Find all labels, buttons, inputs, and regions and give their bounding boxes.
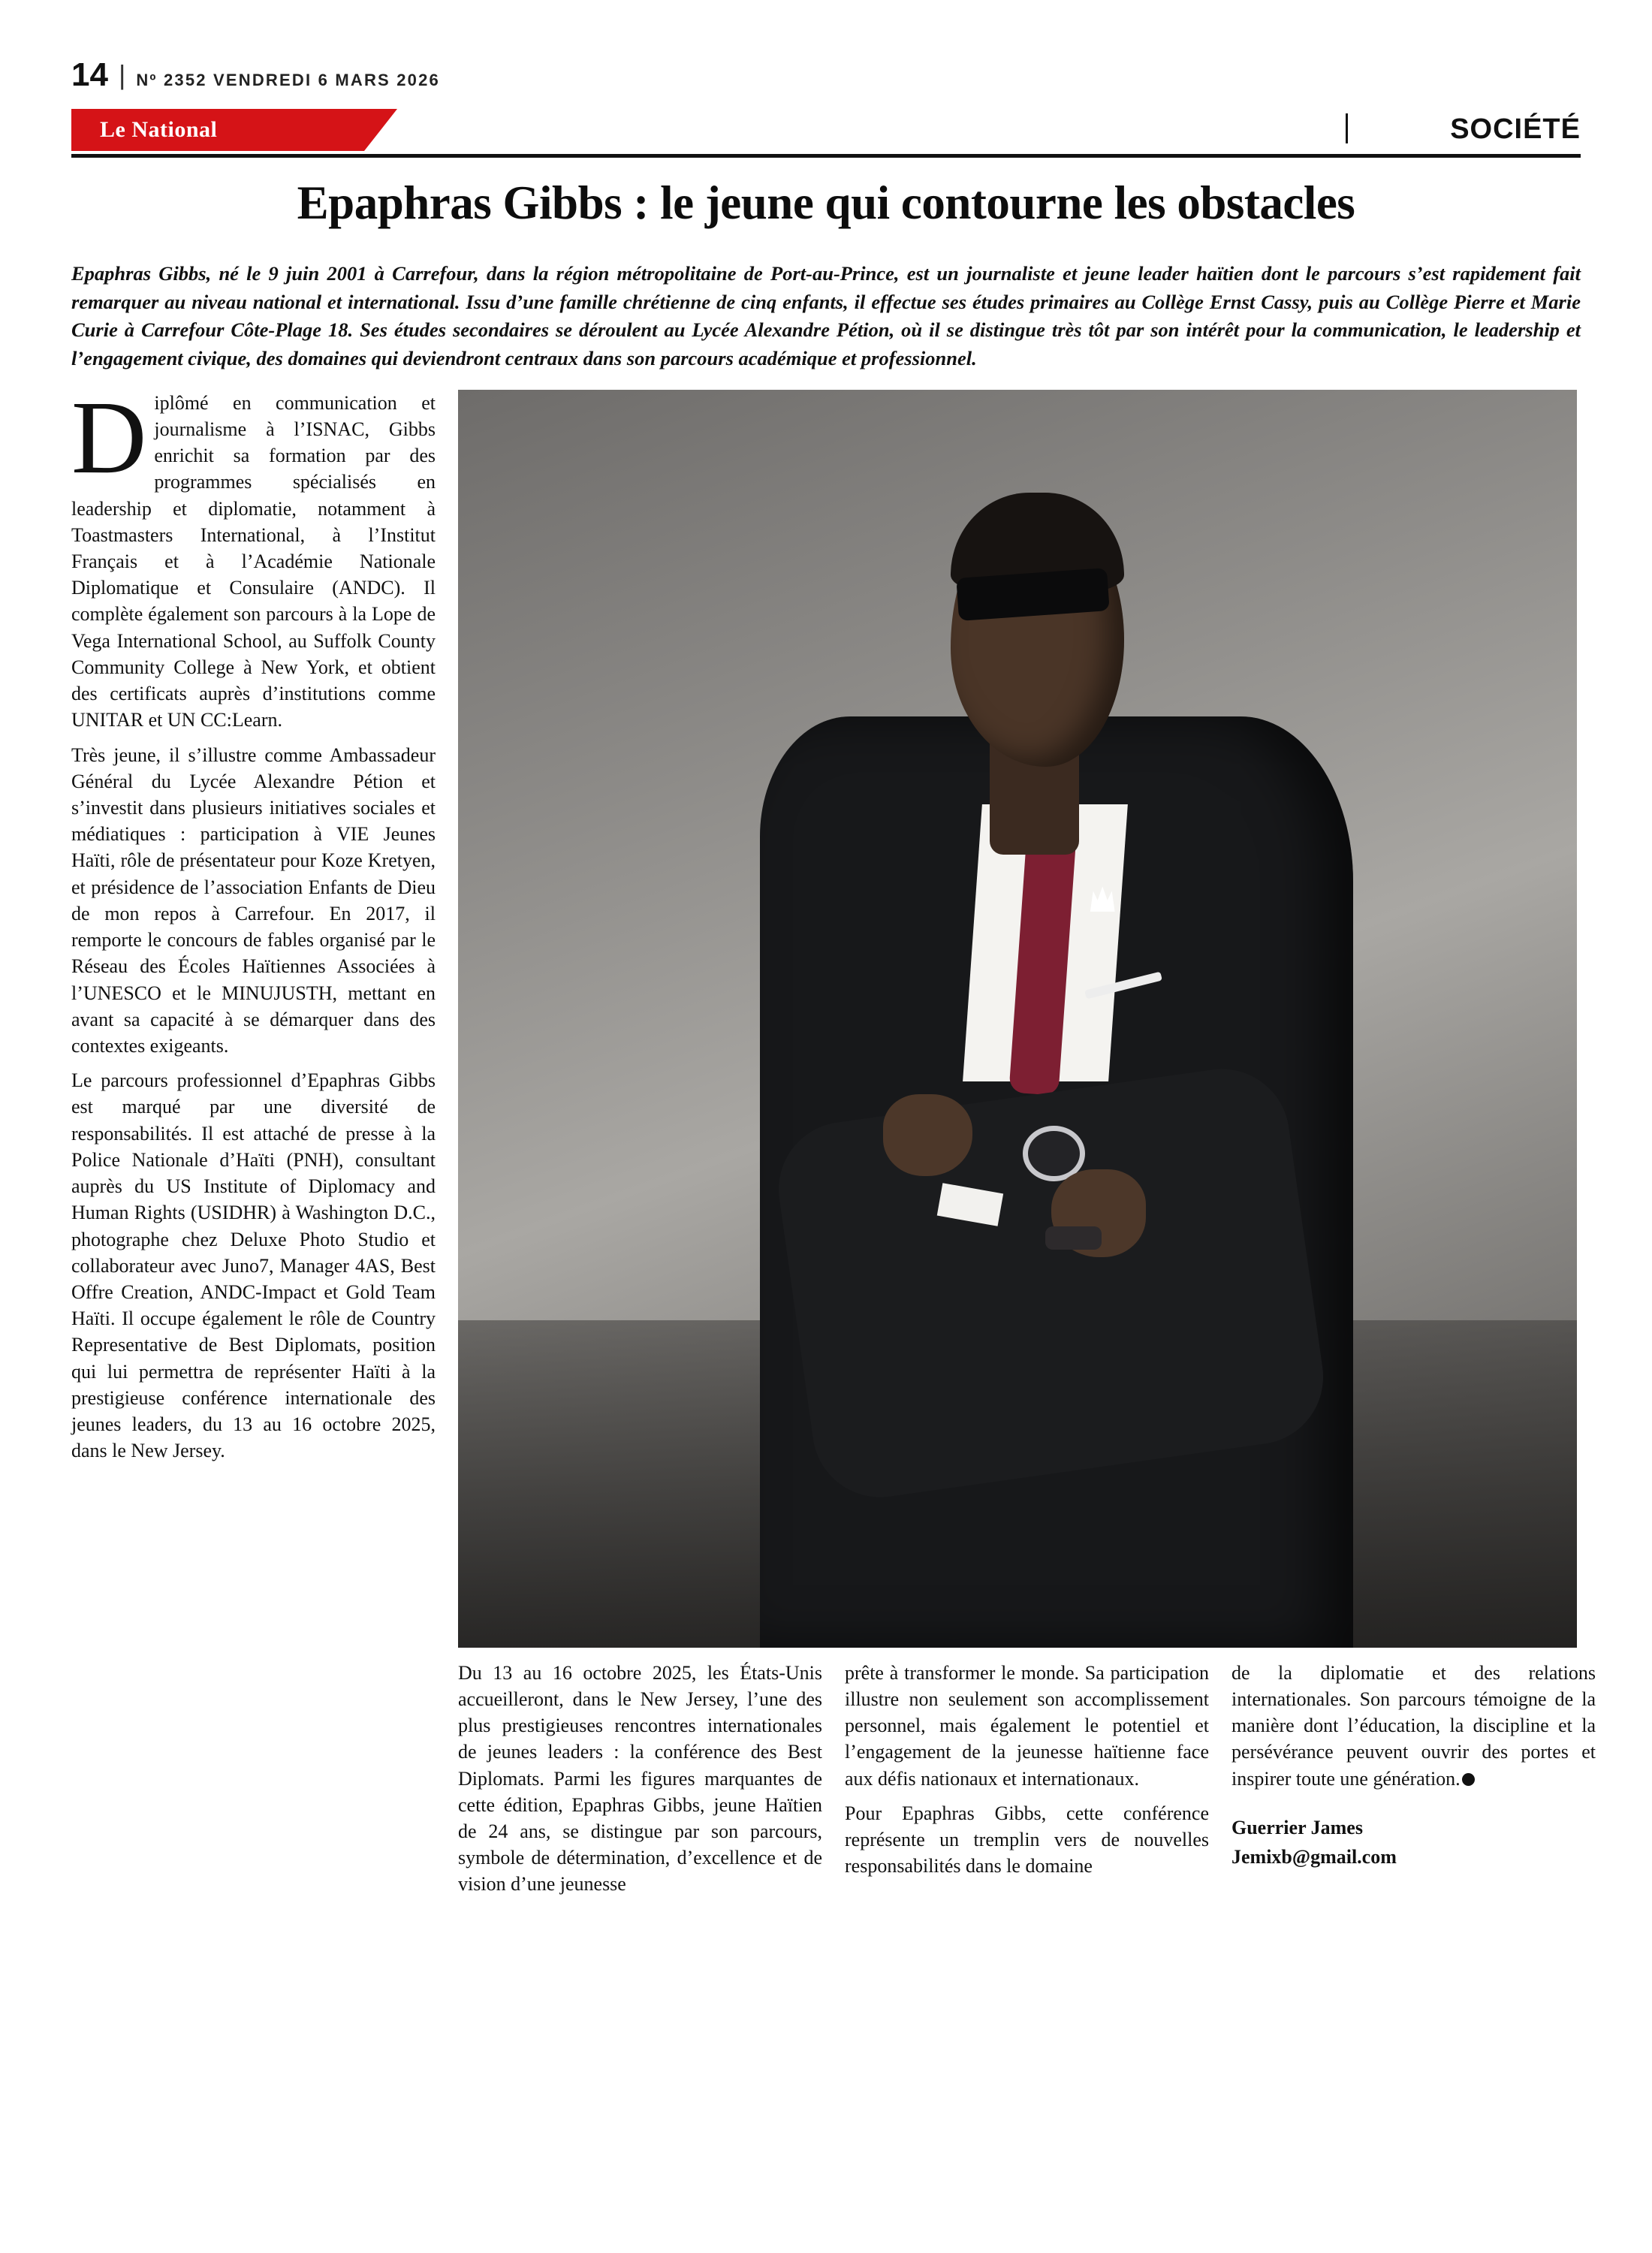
column-1-continued (71, 1660, 436, 1899)
paragraph (1231, 1660, 1596, 1792)
byline-email: Jemixb@gmail.com (1231, 1845, 1397, 1868)
paragraph-text: de la diplomatie et des relations internationales. Son parcours témoigne de la manière dont l’éducation, la discipline et la persévérance peuvent ouvrir des portes et inspirer toute une génération. (1231, 1661, 1596, 1790)
paragraph: Le parcours professionnel d’Epaphras Gibbs est marqué par une diversité de responsabilités. Il est attaché de presse à la Police Nationale d’Haïti (PNH), consultant auprès du US Institute of Diplomacy and Human Rights (USIDHR) à Washington D.C., photographe chez Deluxe Photo Studio et collaborateur avec Juno7, Manager 4AS, Best Offre Creation, ANDC-Impact et Gold Team Haïti. Il occupe également le rôle de Country Representative de Best Diplomats, position qui lui permettra de représenter Haïti à la prestigieuse conférence internationale des jeunes leaders, du 13 au 16 octobre 2025, dans le New Jersey. (71, 1069, 436, 1462)
brand-name: Le National (100, 117, 218, 142)
band-background (71, 109, 1581, 151)
photo-subject-hand-left (883, 1094, 972, 1176)
paragraph: prête à transformer le monde. Sa participation illustre non seulement son accomplissement personnel, mais également le potentiel et l’engagement de la jeunesse haïtienne face aux défis nationaux et internationaux. (845, 1661, 1209, 1790)
column-3 (845, 1660, 1209, 1899)
byline-author: Guerrier James (1231, 1816, 1363, 1838)
section-divider-bar (1346, 113, 1348, 143)
column-4 (1231, 1660, 1596, 1899)
end-mark-icon (1462, 1773, 1475, 1786)
article-standfirst: Epaphras Gibbs, né le 9 juin 2001 à Carrefour, dans la région métropolitaine de Port-au-Prince, est un journaliste et jeune leader haïtien dont le parcours s’est rapidement fait remarquer au niveau national et international. Issu d’une famille chrétienne de cinq enfants, il effectue ses études primaires au Collège Ernst Cassy, puis au Collège Pierre et Marie Curie à Carrefour Côte-Plage 18. Ses études secondaires se déroulent au Lycée Alexandre Pétion, où il se distingue très tôt par son intérêt pour la communication, le leadership et l’engagement civique, des domaines qui deviendront centraux dans son parcours académique et professionnel. (71, 262, 1581, 370)
article-photo (458, 390, 1577, 1648)
byline (1231, 1813, 1596, 1871)
article-body (71, 379, 1596, 1899)
issue-line: Nº 2352 VENDREDI 6 MARS 2026 (136, 71, 440, 89)
column-1 (71, 379, 436, 1466)
photo-subject-bracelet (1045, 1226, 1102, 1250)
paragraph: Du 13 au 16 octobre 2025, les États-Unis accueilleront, dans le New Jersey, l’une des plus prestigieuses rencontres internationales de jeunes leaders : la conférence des Best Diplomats. Parmi les figures marquantes de cette édition, Epaphras Gibbs, jeune Haïtien de 24 ans, se distingue par son parcours, symbole de détermination, d’excellence et de vision d’une jeunesse (458, 1661, 822, 1896)
masthead (71, 0, 1581, 92)
article-headline: Epaphras Gibbs : le jeune qui contourne les obstacles (297, 176, 1355, 229)
section-title: SOCIÉTÉ (1450, 113, 1581, 145)
body-top-row (71, 379, 1581, 1648)
body-bottom-row (71, 1660, 1596, 1899)
article-photo-wrap (458, 390, 1577, 1648)
paragraph: Très jeune, il s’illustre comme Ambassadeur Général du Lycée Alexandre Pétion et s’investit dans plusieurs initiatives sociales et médiatiques : participation à VIE Jeunes Haïti, rôle de présentateur pour Koze Kretyen, et présidence de l’association Enfants de Dieu de mon repos à Carrefour. En 2017, il remporte le concours de fables organisé par le Réseau des Écoles Haïtiennes Associées à l’UNESCO et le MINUJUSTH, mettant en avant sa capacité à se démarquer dans des contextes exigeants. (71, 743, 436, 1057)
masthead-separator: | (118, 59, 126, 90)
section-band (71, 109, 1581, 151)
paragraph: Pour Epaphras Gibbs, cette conférence représente un tremplin vers de nouvelles responsabilités dans le domaine (845, 1802, 1209, 1878)
paragraph: Diplômé en communication et journalisme à l’ISNAC, Gibbs enrichit sa formation par des programmes spécialisés en leadership et diplomatie, notamment à Toastmasters International, à l’Institut Français et à l’Académie Nationale Diplomatique et Consulaire (ANDC). Il complète également son parcours à la Lope de Vega International School, au Suffolk County Community College à New York, et obtient des certificats auprès d’institutions comme UNITAR et UN CC:Learn. (71, 379, 436, 731)
column-2 (458, 1660, 822, 1899)
brand-band-tail (364, 109, 397, 151)
page-number: 14 (71, 56, 108, 93)
header-rule (71, 154, 1581, 158)
